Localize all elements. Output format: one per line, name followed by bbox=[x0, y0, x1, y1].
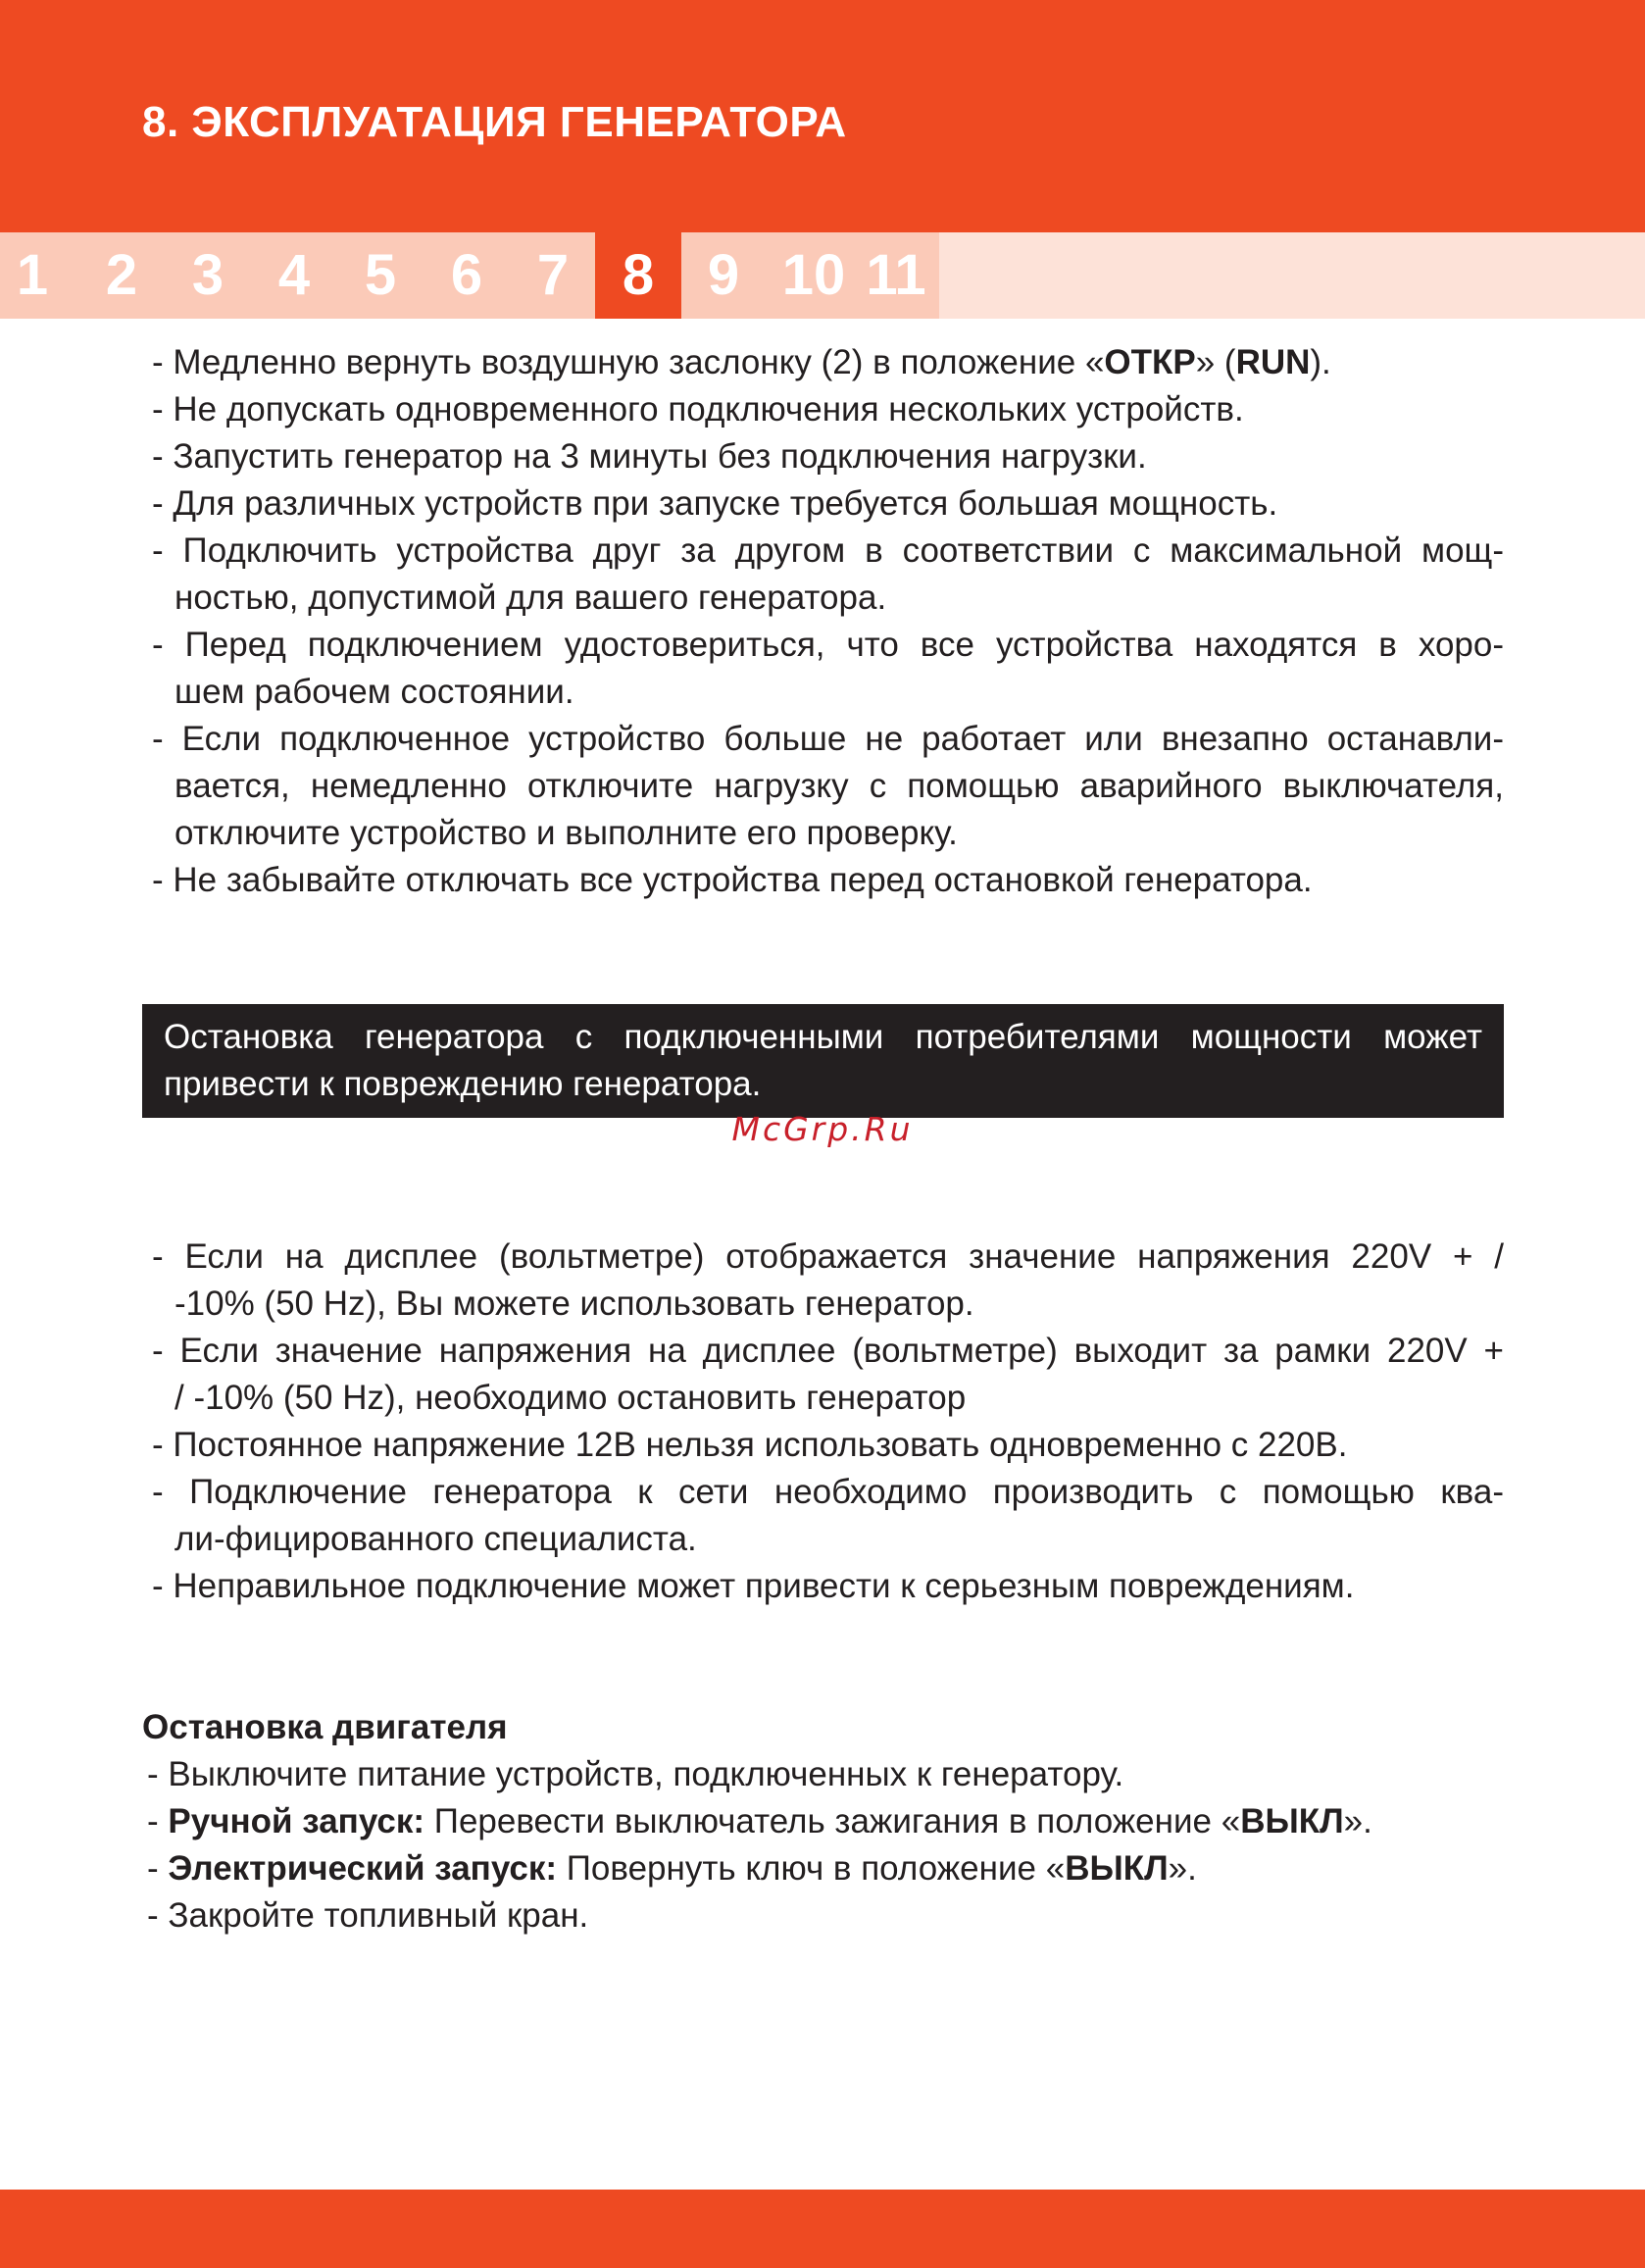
chapter-tab-5[interactable]: 5 bbox=[364, 243, 397, 307]
list-item-continued: вается, немедленно отключите нагрузку с помощью аварийного выключателя, bbox=[174, 767, 1504, 805]
list-item-continued: отключите устройство и выполните его проверку. bbox=[174, 814, 958, 852]
chapter-strip-fill bbox=[939, 232, 1645, 319]
chapter-tab-8-active[interactable]: 8 bbox=[595, 232, 681, 319]
notice-line: привести к повреждению генератора. bbox=[164, 1065, 762, 1103]
chapter-tab-2[interactable]: 2 bbox=[105, 243, 138, 307]
page-title: 8. ЭКСПЛУАТАЦИЯ ГЕНЕРАТОРА bbox=[142, 98, 847, 146]
list-item-continued: -10% (50 Hz), Вы можете использовать генератор. bbox=[174, 1285, 974, 1323]
warning-notice bbox=[142, 1004, 1504, 1118]
list-item: - Подключить устройства друг за другом в соответствии с максимальной мощ- bbox=[152, 531, 1504, 570]
list-item: - Ручной запуск: Перевести выключатель зажигания в положение «ВЫКЛ». bbox=[147, 1802, 1372, 1840]
list-item: - Закройте топливный кран. bbox=[147, 1896, 589, 1935]
list-item-continued: шем рабочем состоянии. bbox=[174, 673, 574, 711]
list-item: - Если значение напряжения на дисплее (вольтметре) выходит за рамки 220V + bbox=[152, 1332, 1504, 1370]
list-item: - Для различных устройств при запуске требуется большая мощность. bbox=[152, 484, 1278, 523]
chapter-tab-3[interactable]: 3 bbox=[191, 243, 224, 307]
list-item-continued: ли-фицированного специалиста. bbox=[174, 1520, 697, 1558]
list-item-continued: / -10% (50 Hz), необходимо остановить генератор bbox=[174, 1379, 967, 1417]
list-item: - Неправильное подключение может привести к серьезным повреждениям. bbox=[152, 1567, 1355, 1605]
list-item: - Выключите питание устройств, подключенных к генератору. bbox=[147, 1755, 1124, 1793]
chapter-tabs bbox=[0, 232, 939, 319]
chapter-tab-6[interactable]: 6 bbox=[450, 243, 483, 307]
list-item: - Не забывайте отключать все устройства перед остановкой генератора. bbox=[152, 861, 1313, 899]
list-item: - Постоянное напряжение 12В нельзя использовать одновременно с 220В. bbox=[152, 1426, 1348, 1464]
chapter-tab-11[interactable]: 11 bbox=[866, 243, 926, 307]
watermark-text: McGrp.Ru bbox=[731, 1110, 914, 1148]
list-item: - Медленно вернуть воздушную заслонку (2) в положение «ОТКР» (RUN). bbox=[152, 343, 1331, 381]
section-heading: Остановка двигателя bbox=[142, 1708, 508, 1746]
list-item: - Электрический запуск: Повернуть ключ в положение «ВЫКЛ». bbox=[147, 1849, 1197, 1888]
list-item: - Перед подключением удостовериться, что все устройства находятся в хоро- bbox=[152, 626, 1504, 664]
list-item: - Если подключенное устройство больше не работает или внезапно останавли- bbox=[152, 720, 1504, 758]
chapter-tab-10[interactable]: 10 bbox=[781, 243, 846, 307]
chapter-tab-7[interactable]: 7 bbox=[536, 243, 570, 307]
page-header bbox=[0, 0, 1645, 232]
chapter-tab-4[interactable]: 4 bbox=[277, 243, 311, 307]
chapter-tab-1[interactable]: 1 bbox=[16, 243, 49, 307]
page-footer bbox=[0, 2190, 1645, 2268]
list-item: - Подключение генератора к сети необходимо производить с помощью ква- bbox=[152, 1473, 1504, 1511]
chapter-tab-9[interactable]: 9 bbox=[707, 243, 740, 307]
notice-line: Остановка генератора с подключенными потребителями мощности может bbox=[164, 1018, 1482, 1056]
list-item: - Не допускать одновременного подключения нескольких устройств. bbox=[152, 390, 1244, 428]
chapter-navigation bbox=[0, 232, 1645, 319]
list-item: - Запустить генератор на 3 минуты без подключения нагрузки. bbox=[152, 437, 1147, 476]
list-item: - Если на дисплее (вольтметре) отображается значение напряжения 220V + / bbox=[152, 1237, 1504, 1276]
list-item-continued: ностью, допустимой для вашего генератора. bbox=[174, 579, 887, 617]
